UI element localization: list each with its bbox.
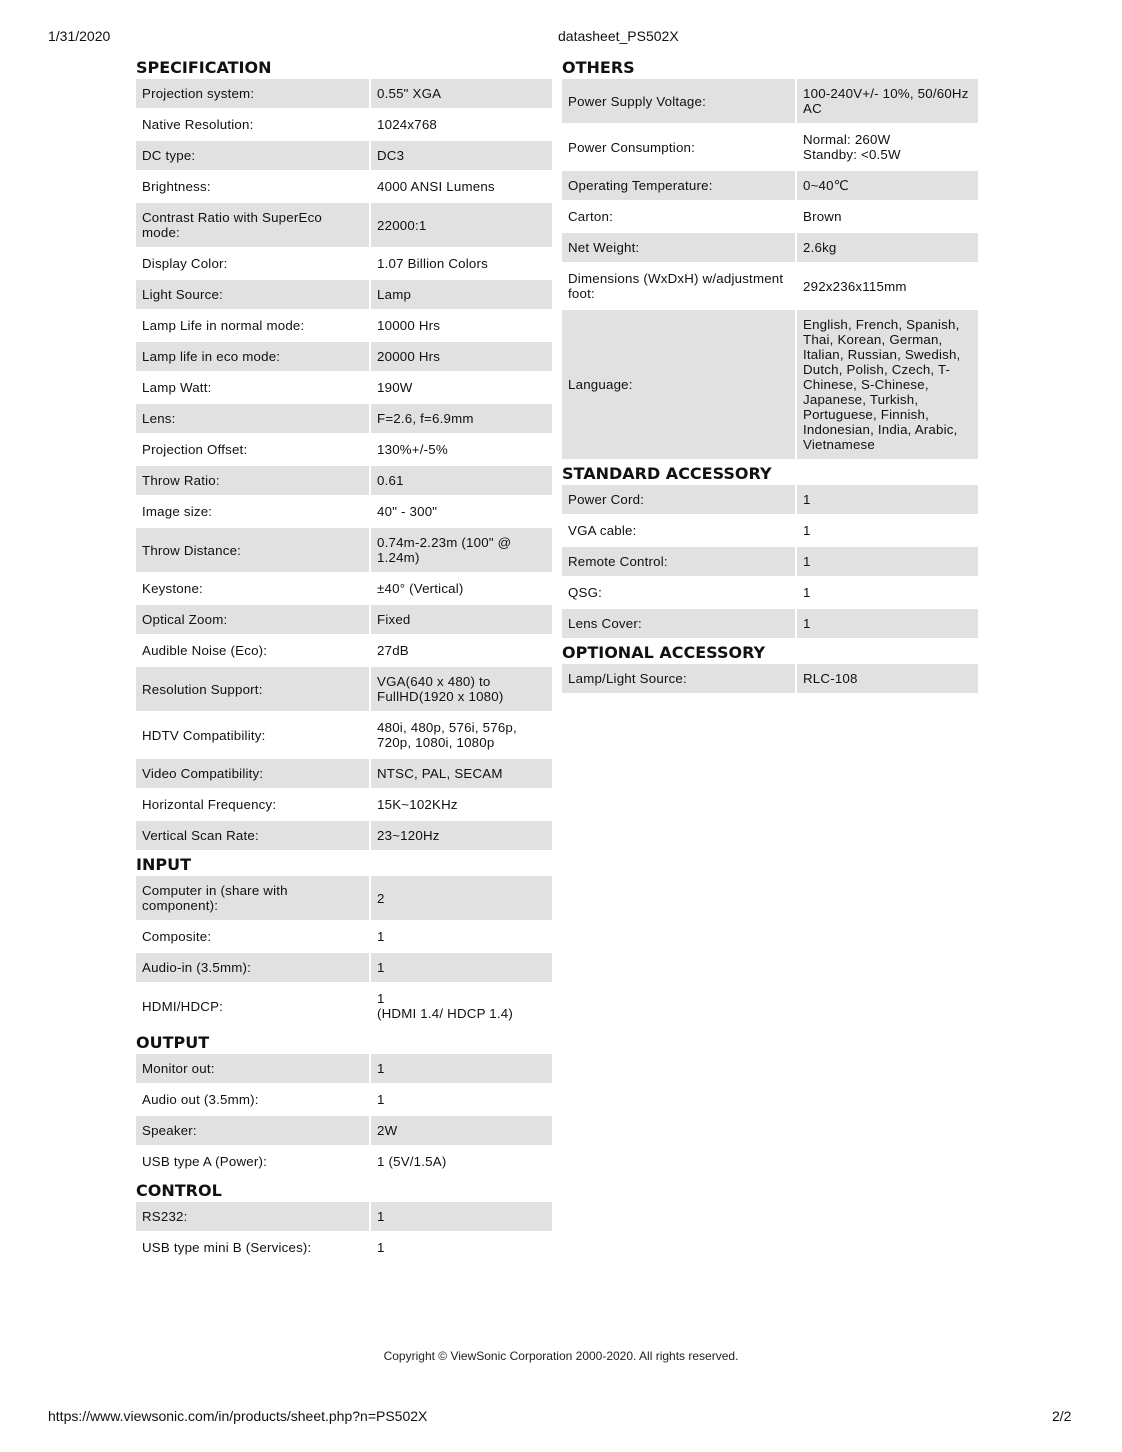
- spec-value: 4000 ANSI Lumens: [370, 171, 552, 202]
- spec-value: 0.61: [370, 465, 552, 496]
- spec-label: Optical Zoom:: [136, 604, 370, 635]
- spec-label: QSG:: [562, 577, 796, 608]
- spec-row: [136, 573, 552, 604]
- spec-value: 480i, 480p, 576i, 576p, 720p, 1080i, 1080p: [370, 712, 552, 758]
- spec-row: [562, 608, 978, 639]
- spec-value: 1: [370, 1084, 552, 1115]
- spec-value: Lamp: [370, 279, 552, 310]
- spec-label: Native Resolution:: [136, 109, 370, 140]
- spec-row: [562, 263, 978, 309]
- spec-value: 27dB: [370, 635, 552, 666]
- spec-value: 40" - 300": [370, 496, 552, 527]
- spec-value: NTSC, PAL, SECAM: [370, 758, 552, 789]
- spec-row: [562, 664, 978, 694]
- spec-row: [136, 758, 552, 789]
- spec-value: 2: [370, 876, 552, 921]
- spec-value: RLC-108: [796, 664, 978, 694]
- spec-table-others: [562, 79, 978, 461]
- spec-row: [136, 666, 552, 712]
- spec-value: 190W: [370, 372, 552, 403]
- spec-row: [136, 79, 552, 109]
- spec-label: Light Source:: [136, 279, 370, 310]
- spec-label: Power Cord:: [562, 485, 796, 515]
- spec-label: Throw Distance:: [136, 527, 370, 573]
- spec-table-output: [136, 1054, 552, 1178]
- spec-value: 1: [370, 1054, 552, 1084]
- spec-label: Audio-in (3.5mm):: [136, 952, 370, 983]
- spec-value: Fixed: [370, 604, 552, 635]
- spec-value: Brown: [796, 201, 978, 232]
- spec-row: [136, 1054, 552, 1084]
- spec-row: [136, 171, 552, 202]
- spec-table-optional-accessory: [562, 664, 978, 695]
- spec-value: F=2.6, f=6.9mm: [370, 403, 552, 434]
- spec-label: Monitor out:: [136, 1054, 370, 1084]
- spec-value: English, French, Spanish, Thai, Korean, German, Italian, Russian, Swedish, Dutch, Polish, Czech, T-Chinese, S-Chinese, Japanese, Turkish, Portuguese, Finnish, Indonesian, India, Arabic, Vietnamese: [796, 309, 978, 460]
- spec-value: 2.6kg: [796, 232, 978, 263]
- spec-row: [136, 465, 552, 496]
- spec-row: [136, 109, 552, 140]
- spec-label: Projection Offset:: [136, 434, 370, 465]
- spec-label: RS232:: [136, 1202, 370, 1232]
- spec-row: [136, 952, 552, 983]
- spec-label: Lamp life in eco mode:: [136, 341, 370, 372]
- print-date: 1/31/2020: [48, 28, 111, 44]
- spec-label: Projection system:: [136, 79, 370, 109]
- spec-value: 292x236x115mm: [796, 263, 978, 309]
- spec-value: 1: [370, 1202, 552, 1232]
- spec-value: 1: [796, 485, 978, 515]
- spec-row: [136, 279, 552, 310]
- spec-row: [562, 232, 978, 263]
- spec-value: 0.74m-2.23m (100" @ 1.24m): [370, 527, 552, 573]
- spec-value: Normal: 260W Standby: <0.5W: [796, 124, 978, 170]
- spec-row: [562, 577, 978, 608]
- section-title-optional-accessory: OPTIONAL ACCESSORY: [562, 643, 766, 662]
- spec-row: [562, 124, 978, 170]
- spec-label: USB type mini B (Services):: [136, 1232, 370, 1263]
- spec-label: Audible Noise (Eco):: [136, 635, 370, 666]
- spec-label: Horizontal Frequency:: [136, 789, 370, 820]
- spec-label: Lamp Watt:: [136, 372, 370, 403]
- section-title-output: OUTPUT: [136, 1033, 210, 1052]
- spec-label: Display Color:: [136, 248, 370, 279]
- spec-value: ±40° (Vertical): [370, 573, 552, 604]
- spec-value: 22000:1: [370, 202, 552, 248]
- spec-row: [136, 341, 552, 372]
- spec-label: Computer in (share with component):: [136, 876, 370, 921]
- spec-value: 130%+/-5%: [370, 434, 552, 465]
- section-title-specification: SPECIFICATION: [136, 58, 272, 77]
- spec-table-standard-accessory: [562, 485, 978, 640]
- spec-row: [136, 635, 552, 666]
- spec-label: Video Compatibility:: [136, 758, 370, 789]
- spec-value: VGA(640 x 480) to FullHD(1920 x 1080): [370, 666, 552, 712]
- spec-label: Operating Temperature:: [562, 170, 796, 201]
- spec-label: Lens:: [136, 403, 370, 434]
- spec-table-specification: [136, 79, 552, 852]
- spec-value: 15K~102KHz: [370, 789, 552, 820]
- spec-label: Brightness:: [136, 171, 370, 202]
- spec-row: [136, 1115, 552, 1146]
- spec-row: [136, 496, 552, 527]
- spec-label: HDMI/HDCP:: [136, 983, 370, 1029]
- spec-row: [136, 372, 552, 403]
- section-title-others: OTHERS: [562, 58, 635, 77]
- spec-value: 1: [796, 608, 978, 639]
- spec-row: [136, 1084, 552, 1115]
- spec-row: [562, 79, 978, 124]
- spec-value: 1 (HDMI 1.4/ HDCP 1.4): [370, 983, 552, 1029]
- spec-value: 2W: [370, 1115, 552, 1146]
- spec-value: 1024x768: [370, 109, 552, 140]
- spec-label: Lamp Life in normal mode:: [136, 310, 370, 341]
- spec-row: [562, 546, 978, 577]
- spec-label: Language:: [562, 309, 796, 460]
- spec-value: 1.07 Billion Colors: [370, 248, 552, 279]
- spec-label: Lamp/Light Source:: [562, 664, 796, 694]
- spec-value: 100-240V+/- 10%, 50/60Hz AC: [796, 79, 978, 124]
- spec-row: [136, 434, 552, 465]
- spec-row: [136, 140, 552, 171]
- spec-label: Net Weight:: [562, 232, 796, 263]
- spec-row: [562, 515, 978, 546]
- spec-row: [136, 1232, 552, 1263]
- spec-label: Power Supply Voltage:: [562, 79, 796, 124]
- spec-value: DC3: [370, 140, 552, 171]
- spec-row: [562, 201, 978, 232]
- spec-value: 1: [796, 515, 978, 546]
- spec-value: 1 (5V/1.5A): [370, 1146, 552, 1177]
- spec-table-input: [136, 876, 552, 1030]
- spec-value: 0~40℃: [796, 170, 978, 201]
- spec-value: 10000 Hrs: [370, 310, 552, 341]
- section-title-input: INPUT: [136, 855, 191, 874]
- spec-row: [136, 820, 552, 851]
- spec-row: [136, 527, 552, 573]
- right-column: [562, 56, 978, 696]
- spec-label: Remote Control:: [562, 546, 796, 577]
- spec-label: USB type A (Power):: [136, 1146, 370, 1177]
- spec-row: [136, 983, 552, 1029]
- spec-value: 1: [370, 952, 552, 983]
- page-number: 2/2: [1052, 1408, 1072, 1424]
- spec-row: [562, 485, 978, 515]
- spec-value: 20000 Hrs: [370, 341, 552, 372]
- page-url[interactable]: https://www.viewsonic.com/in/products/sheet.php?n=PS502X: [48, 1408, 428, 1424]
- spec-row: [136, 1202, 552, 1232]
- section-title-control: CONTROL: [136, 1181, 222, 1200]
- spec-label: Audio out (3.5mm):: [136, 1084, 370, 1115]
- spec-row: [136, 712, 552, 758]
- spec-label: Throw Ratio:: [136, 465, 370, 496]
- copyright-notice: Copyright © ViewSonic Corporation 2000-2020. All rights reserved.: [383, 1349, 739, 1363]
- spec-label: Speaker:: [136, 1115, 370, 1146]
- spec-row: [136, 248, 552, 279]
- spec-label: Dimensions (WxDxH) w/adjustment foot:: [562, 263, 796, 309]
- left-column: [136, 56, 552, 1265]
- spec-value: 1: [370, 1232, 552, 1263]
- spec-row: [136, 202, 552, 248]
- spec-label: Contrast Ratio with SuperEco mode:: [136, 202, 370, 248]
- spec-label: Image size:: [136, 496, 370, 527]
- spec-row: [136, 789, 552, 820]
- spec-label: HDTV Compatibility:: [136, 712, 370, 758]
- spec-row: [136, 310, 552, 341]
- spec-label: Power Consumption:: [562, 124, 796, 170]
- spec-value: 1: [796, 577, 978, 608]
- spec-label: Keystone:: [136, 573, 370, 604]
- section-title-standard-accessory: STANDARD ACCESSORY: [562, 464, 772, 483]
- document-title: datasheet_PS502X: [558, 28, 679, 44]
- spec-row: [136, 403, 552, 434]
- spec-label: Composite:: [136, 921, 370, 952]
- spec-row: [136, 876, 552, 921]
- spec-value: 1: [370, 921, 552, 952]
- spec-label: Vertical Scan Rate:: [136, 820, 370, 851]
- spec-value: 23~120Hz: [370, 820, 552, 851]
- spec-label: VGA cable:: [562, 515, 796, 546]
- spec-row: [562, 170, 978, 201]
- spec-row: [562, 309, 978, 460]
- spec-label: DC type:: [136, 140, 370, 171]
- spec-row: [136, 604, 552, 635]
- spec-label: Lens Cover:: [562, 608, 796, 639]
- spec-row: [136, 1146, 552, 1177]
- spec-table-control: [136, 1202, 552, 1264]
- spec-label: Resolution Support:: [136, 666, 370, 712]
- spec-row: [136, 921, 552, 952]
- spec-value: 1: [796, 546, 978, 577]
- spec-label: Carton:: [562, 201, 796, 232]
- spec-value: 0.55" XGA: [370, 79, 552, 109]
